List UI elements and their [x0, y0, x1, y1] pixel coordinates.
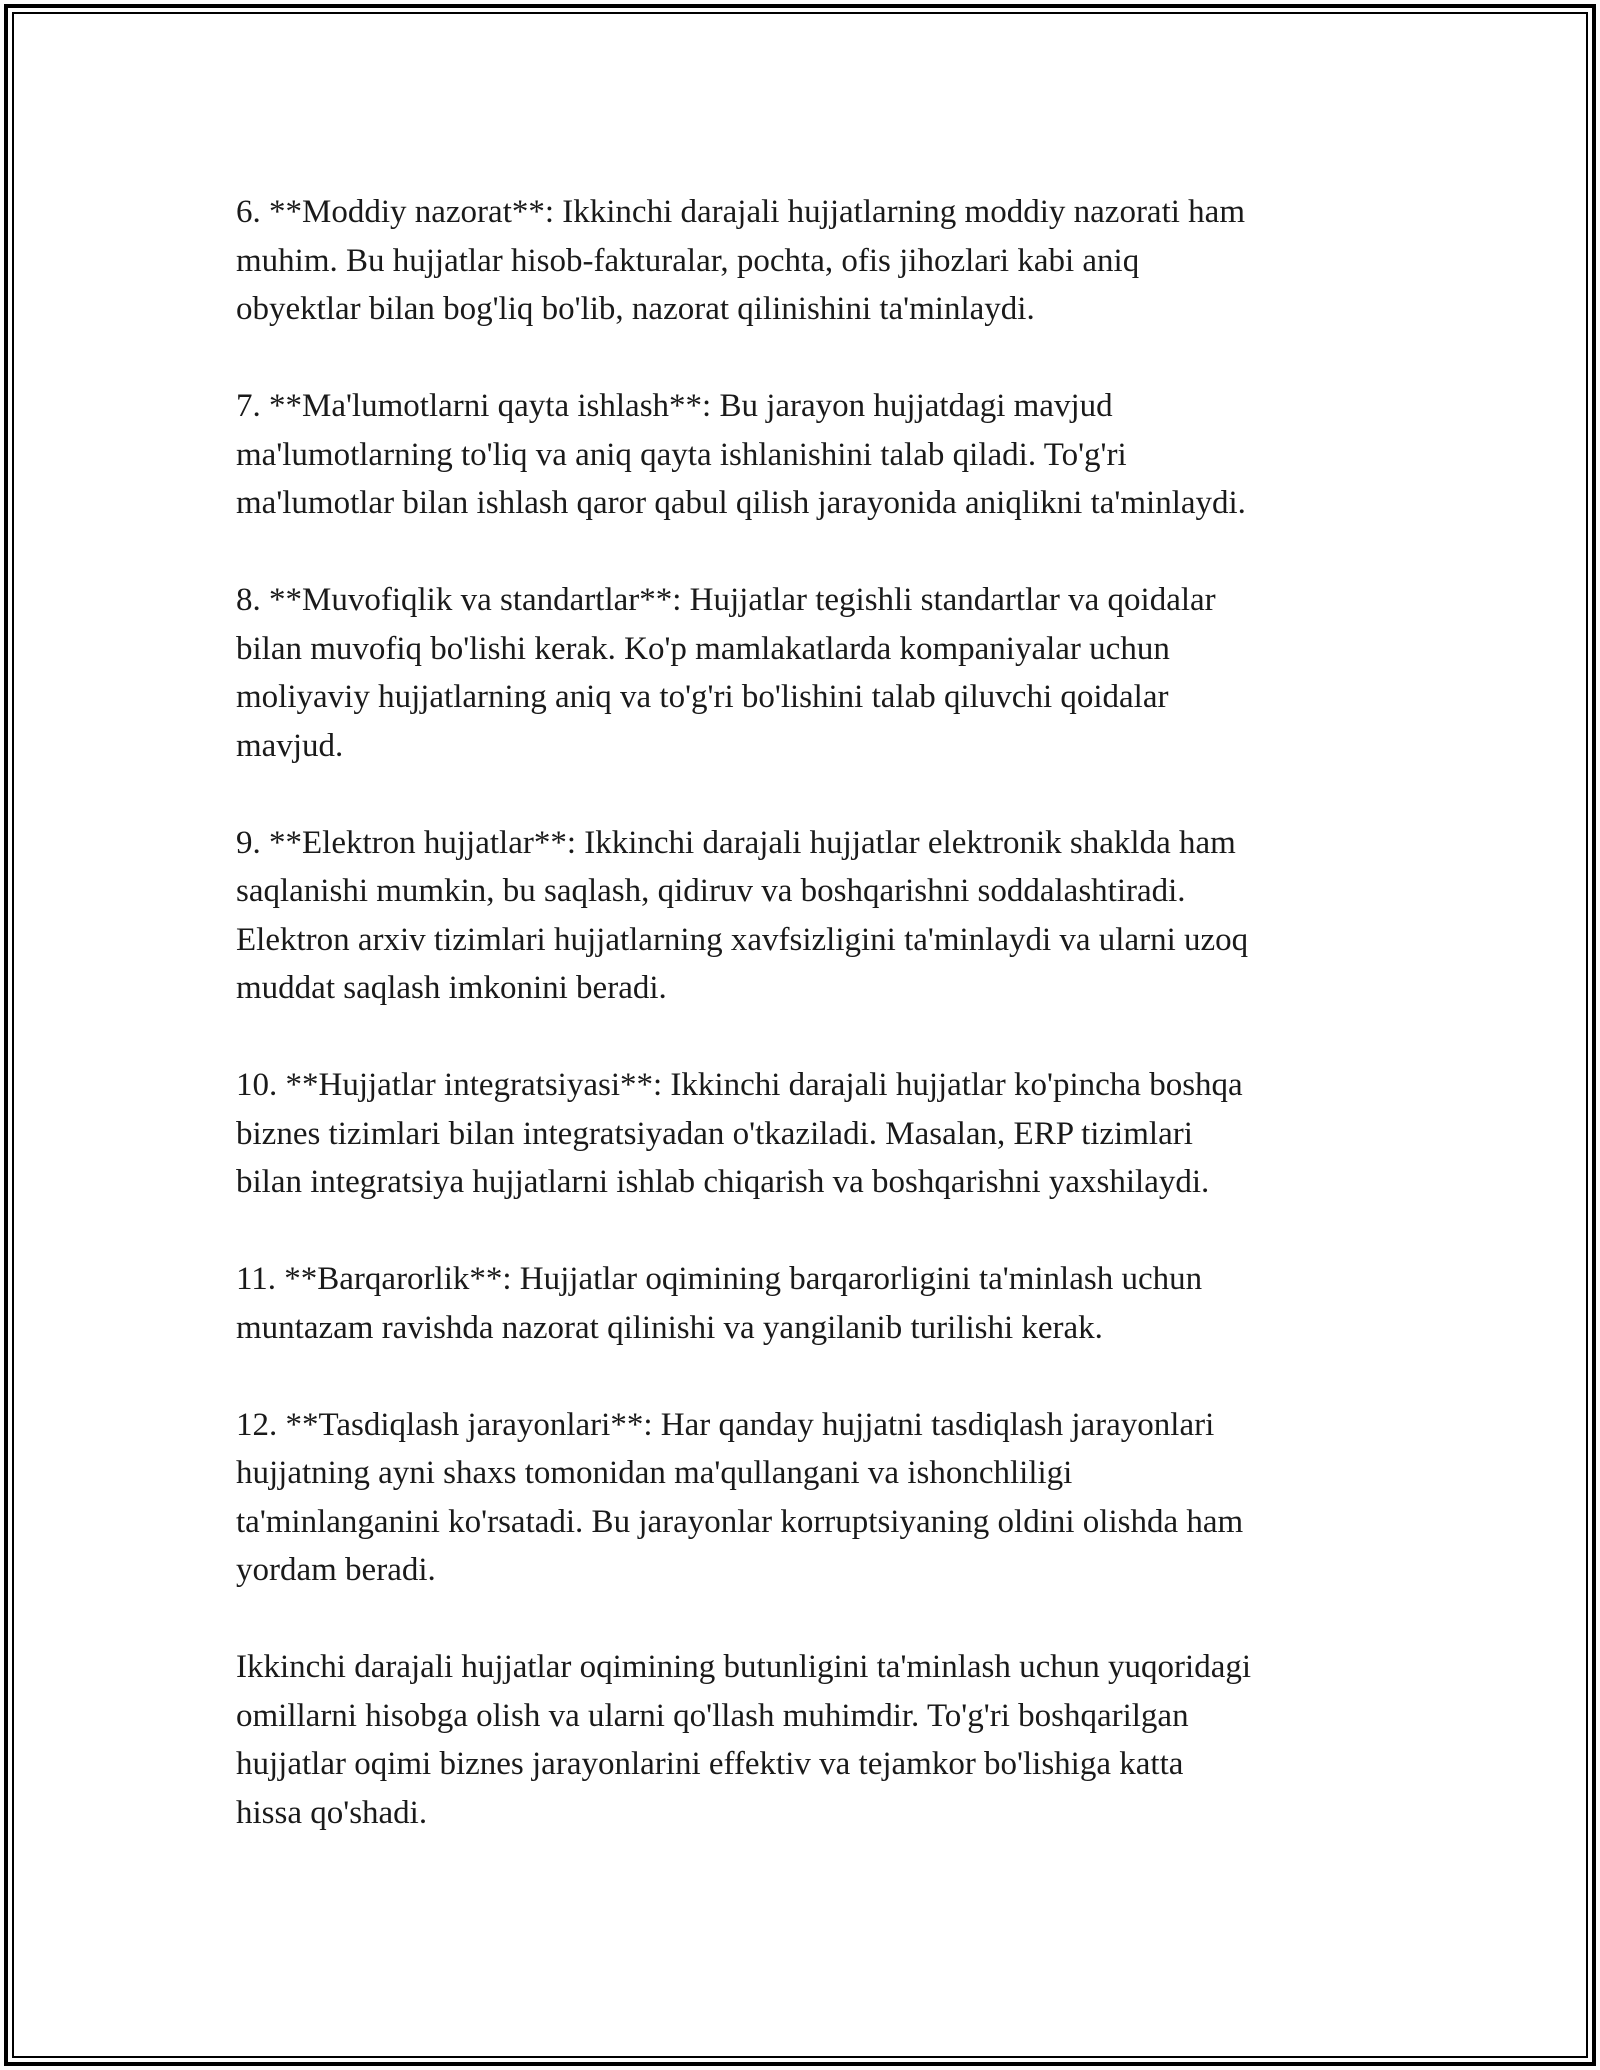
- text-line: hissa qo'shadi.: [236, 1794, 428, 1831]
- text-line: ma'lumotlarning to'liq va aniq qayta ishlanishini talab qiladi. To'g'ri: [236, 436, 1127, 473]
- text-line: ta'minlanganini ko'rsatadi. Bu jarayonlar korruptsiyaning oldini olishda ham: [236, 1503, 1244, 1540]
- text-line: muddat saqlash imkonini beradi.: [236, 970, 667, 1006]
- paragraph-item-12: [236, 1401, 1376, 1595]
- text-line: 10. **Hujjatlar integratsiyasi**: Ikkinchi darajali hujjatlar ko'pincha boshqa: [236, 1067, 1243, 1103]
- text-line: hujjatlar oqimi biznes jarayonlarini effektiv va tejamkor bo'lishiga katta: [236, 1746, 1184, 1782]
- paragraph-item-8: [236, 576, 1376, 770]
- paragraph-item-7: [236, 382, 1376, 528]
- text-line: yordam beradi.: [236, 1552, 436, 1588]
- text-line: Ikkinchi darajali hujjatlar oqimining butunligini ta'minlash uchun yuqoridagi: [236, 1649, 1252, 1685]
- paragraph-conclusion: [236, 1643, 1376, 1837]
- document-body: [236, 188, 1376, 1886]
- text-line: mavjud.: [236, 727, 344, 764]
- text-line: muntazam ravishda nazorat qilinishi va yangilanib turilishi kerak.: [236, 1309, 1103, 1346]
- text-line: obyektlar bilan bog'liq bo'lib, nazorat qilinishini ta'minlaydi.: [236, 291, 1035, 327]
- text-line: 7. **Ma'lumotlarni qayta ishlash**: Bu jarayon hujjatdagi mavjud: [236, 388, 1113, 424]
- text-line: bilan integratsiya hujjatlarni ishlab chiqarish va boshqarishni yaxshilaydi.: [236, 1164, 1210, 1200]
- text-line: Elektron arxiv tizimlari hujjatlarning xavfsizligini ta'minlaydi va ularni uzoq: [236, 921, 1249, 958]
- text-line: omillarni hisobga olish va ularni qo'llash muhimdir. To'g'ri boshqarilgan: [236, 1697, 1189, 1734]
- text-line: bilan muvofiq bo'lishi kerak. Ko'p mamlakatlarda kompaniyalar uchun: [236, 630, 1170, 667]
- text-line: muhim. Bu hujjatlar hisob-fakturalar, pochta, ofis jihozlari kabi aniq: [236, 242, 1140, 279]
- text-line: biznes tizimlari bilan integratsiyadan o'tkaziladi. Masalan, ERP tizimlari: [236, 1115, 1193, 1152]
- paragraph-item-9: [236, 819, 1376, 1013]
- text-line: moliyaviy hujjatlarning aniq va to'g'ri bo'lishini talab qiluvchi qoidalar: [236, 679, 1169, 715]
- paragraph-item-11: [236, 1255, 1376, 1352]
- text-line: hujjatning ayni shaxs tomonidan ma'qullangani va ishonchliligi: [236, 1455, 1073, 1491]
- text-line: 12. **Tasdiqlash jarayonlari**: Har qanday hujjatni tasdiqlash jarayonlari: [236, 1406, 1215, 1443]
- text-line: 11. **Barqarorlik**: Hujjatlar oqimining barqarorligini ta'minlash uchun: [236, 1261, 1203, 1297]
- text-line: 9. **Elektron hujjatlar**: Ikkinchi darajali hujjatlar elektronik shaklda ham: [236, 824, 1236, 861]
- text-line: 6. **Moddiy nazorat**: Ikkinchi darajali hujjatlarning moddiy nazorati ham: [236, 194, 1245, 230]
- text-line: ma'lumotlar bilan ishlash qaror qabul qilish jarayonida aniqlikni ta'minlaydi.: [236, 485, 1246, 521]
- text-line: 8. **Muvofiqlik va standartlar**: Hujjatlar tegishli standartlar va qoidalar: [236, 582, 1216, 618]
- paragraph-item-6: [236, 188, 1376, 334]
- text-line: saqlanishi mumkin, bu saqlash, qidiruv va boshqarishni soddalashtiradi.: [236, 873, 1186, 909]
- paragraph-item-10: [236, 1061, 1376, 1207]
